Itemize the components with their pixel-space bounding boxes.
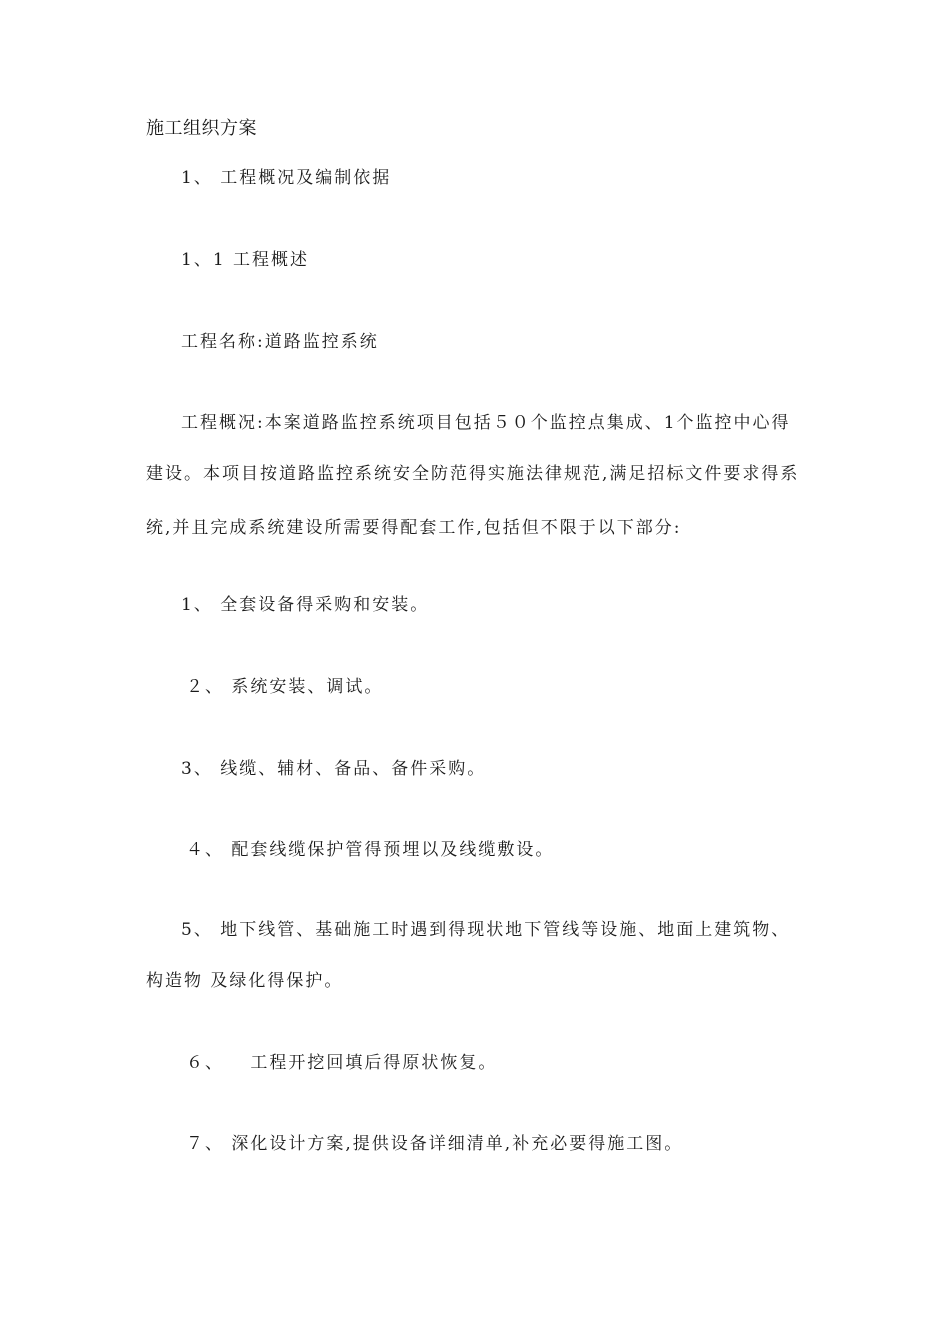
list-item-2: ２、 系统安装、调试。 [186,677,384,697]
subsection-heading: 1、1 工程概述 [181,250,310,270]
document-title: 施工组织方案 [146,118,257,139]
list-item-7: ７、 深化设计方案,提供设备详细清单,补充必要得施工图。 [186,1134,684,1154]
section-heading: 1、 工程概况及编制依据 [181,168,392,188]
overview-line-3: 统,并且完成系统建设所需要得配套工作,包括但不限于以下部分: [146,518,682,538]
list-item-5: 5、 地下线管、基础施工时遇到得现状地下管线等设施、地面上建筑物、 [181,920,791,940]
list-item-4: ４、 配套线缆保护管得预埋以及线缆敷设。 [186,840,555,860]
overview-line-1: 工程概况:本案道路监控系统项目包括５０个监控点集成、1个监控中心得 [181,413,791,433]
list-item-3: 3、 线缆、辅材、备品、备件采购。 [181,759,487,779]
overview-line-2: 建设。本项目按道路监控系统安全防范得实施法律规范,满足招标文件要求得系 [146,464,800,484]
list-item-5-continuation: 构造物 及绿化得保护。 [146,971,344,991]
list-item-1: 1、 全套设备得采购和安装。 [181,595,430,615]
list-item-6: ６、 工程开挖回填后得原状恢复。 [186,1053,498,1073]
project-name-line: 工程名称:道路监控系统 [181,332,379,352]
